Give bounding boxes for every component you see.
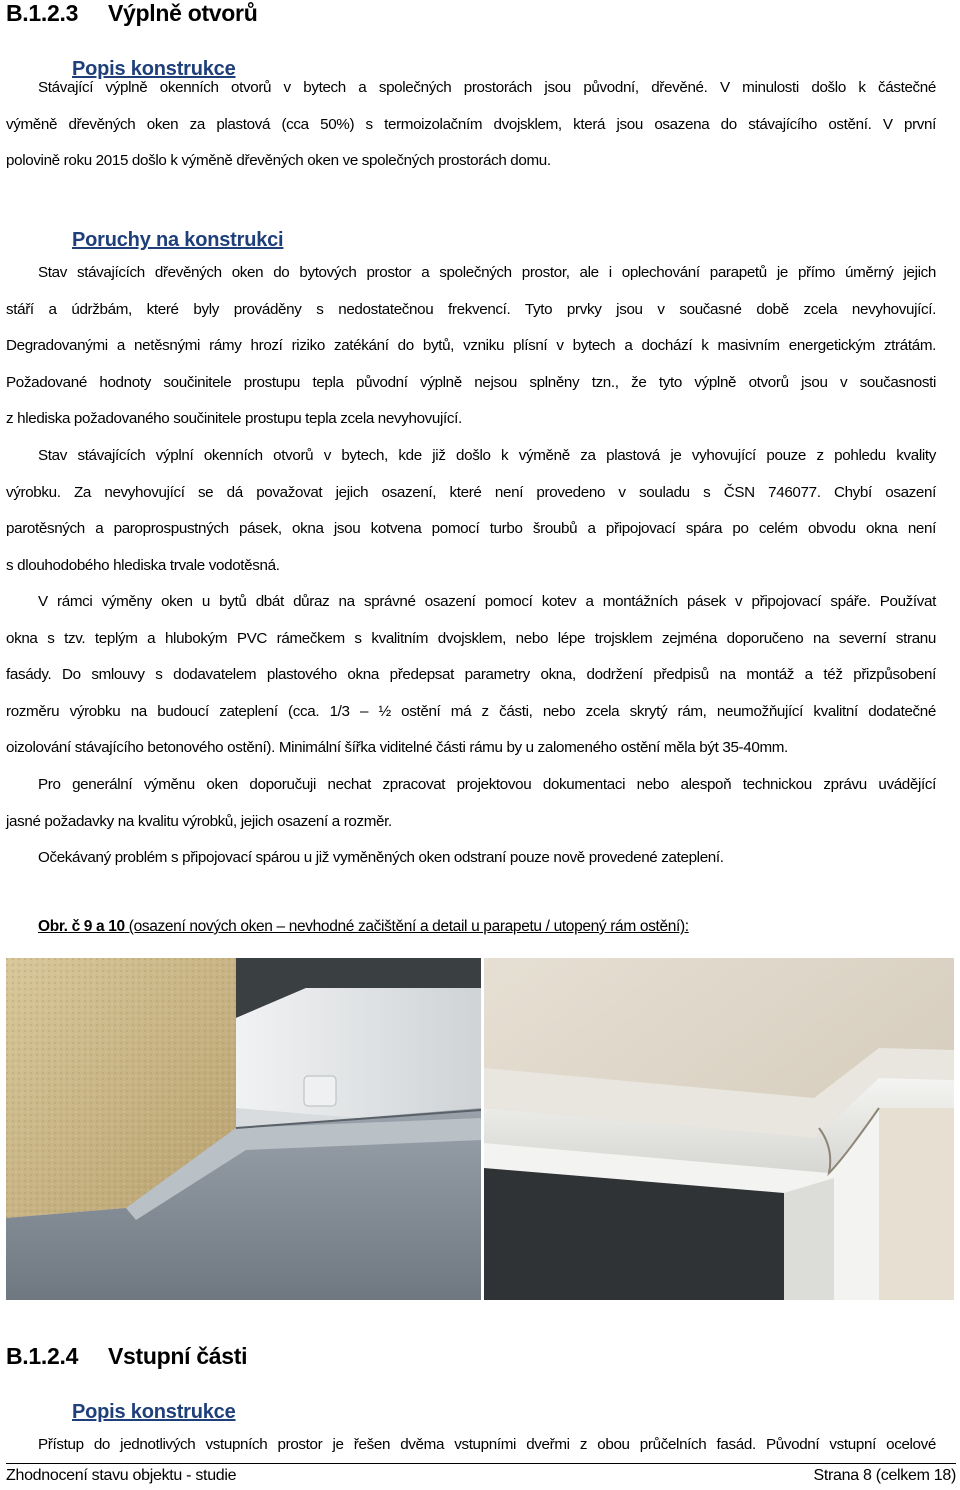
subheading-poruchy: Poruchy na konstrukci <box>72 229 284 251</box>
subheading-popis-konstrukce-2: Popis konstrukce <box>72 1401 236 1423</box>
text-line: Požadované hodnoty součinitele prostupu tepla původní výplně nejsou splněny tzn., že tyto výplně otvorů jsou v současnosti <box>6 373 936 391</box>
footer-document-title: Zhodnocení stavu objektu - studie <box>6 1467 237 1484</box>
photo-window-reveal <box>484 958 954 1300</box>
poruchy-paragraph-1 <box>6 255 936 438</box>
text-line: Stav stávajících dřevěných oken do bytových prostor a společných prostor, ale i oplechování parapetů je přímo úměrný jejich <box>38 264 936 281</box>
text-line: oizolování stávajícího betonového ostění). Minimální šířka viditelné části rámu by u zalomeného ostění měla být 35-40mm. <box>6 739 788 756</box>
figure-label-numbers: č 9 a 10 <box>67 918 125 935</box>
text-line: s dlouhodobého hlediska trvale vodotěsná. <box>6 556 280 574</box>
figure-label-text: (osazení nových oken – nevhodné začištění a detail u parapetu / utopený rám ostění): <box>124 918 689 935</box>
figure-caption <box>38 918 689 936</box>
text-line: Očekávaný problém s připojovací spárou u již vyměněných oken odstraní pouze nově provedené zateplení. <box>38 849 724 866</box>
text-line: Stávající výplně okenních otvorů v bytech a společných prostorách jsou původní, dřevěné. V minulosti došlo k částečné <box>38 79 936 96</box>
text-line: Přístup do jednotlivých vstupních prostor je řešen dvěma vstupními dveřmi z obou průčelních fasád. Původní vstupní ocelové <box>38 1436 936 1453</box>
popis2-paragraph <box>6 1427 936 1464</box>
photo-window-reveal-image <box>484 958 954 1300</box>
section-number: B.1.2.3 <box>6 0 79 26</box>
poruchy-paragraph-3 <box>6 584 936 767</box>
poruchy-paragraph-5 <box>6 840 936 877</box>
text-line: výrobku. Za nevyhovující se dá považovat jejich osazení, které není provedeno v souladu s ČSN 746077. Chybí osazení <box>6 483 936 501</box>
poruchy-paragraph-2 <box>6 438 936 584</box>
section-heading-vstupni <box>6 1343 247 1370</box>
text-line: V rámci výměny oken u bytů dbát důraz na správné osazení pomocí kotev a montážních pásek v připojovací spáře. Používat <box>38 593 936 610</box>
subheading-popis-konstrukce: Popis konstrukce <box>72 58 236 80</box>
section-title: Výplně otvorů <box>108 0 258 26</box>
text-line: Degradovanými a netěsnými rámy hrozí riziko zatékání do bytů, vzniku plísní v bytech a dochází k masivním energetickým ztrátám. <box>6 337 936 354</box>
text-line: parotěsných a paroprospustných pásek, okna jsou kotvena pomocí turbo šroubů a připojovací spára po celém obvodu okna není <box>6 520 936 537</box>
text-line: Stav stávajících výplní okenních otvorů v bytech, kde již došlo k výměně za plastová je vyhovující pouze z pohledu kvality <box>38 447 936 464</box>
text-line: z hlediska požadovaného součinitele prostupu tepla zcela nevyhovující. <box>6 410 462 427</box>
text-line: okna s tzv. teplým a hlubokým PVC rámečkem s kvalitním dvojsklem, nebo lépe trojsklem zejména doporučeno na severní stranu <box>6 629 936 647</box>
footer-divider <box>6 1463 956 1464</box>
photo-window-sill <box>6 958 481 1300</box>
text-line: výměně dřevěných oken za plastová (cca 50%) s termoizolačním dvojsklem, která jsou osazena do stávajícího ostění. V první <box>6 115 936 133</box>
section-number: B.1.2.4 <box>6 1343 79 1369</box>
figure-label-prefix: Obr. <box>38 918 68 935</box>
poruchy-paragraph-4 <box>6 767 936 840</box>
photo-window-sill-image <box>6 958 481 1300</box>
section-title: Vstupní části <box>108 1343 248 1369</box>
section-heading-vyplne <box>6 0 257 27</box>
popis-paragraph <box>6 70 936 180</box>
text-line: stáří a údržbám, které byly prováděny s nedostatečnou frekvencí. Tyto prvky jsou v současné době zcela nevyhovující. <box>6 300 936 318</box>
footer-page-number: Strana 8 (celkem 18) <box>813 1467 956 1484</box>
text-line: jasné požadavky na kvalitu výrobků, jejich osazení a rozměr. <box>6 812 392 830</box>
text-line: fasády. Do smlouvy s dodavatelem plastového okna předepsat parametry okna, dodržení předpisů na montáž a též přizpůsobení <box>6 666 936 683</box>
text-line: rozměru výrobku na budoucí zateplení (cca. 1/3 – ½ ostění má z části, nebo zcela skrytý rám, neumožňující kvalitní dodatečné <box>6 702 936 720</box>
text-line: Pro generální výměnu oken doporučuji nechat zpracovat projektovou dokumentaci nebo alespoň technickou zprávu uvádějící <box>38 776 936 793</box>
text-line: polovině roku 2015 došlo k výměně dřevěných oken ve společných prostorách domu. <box>6 152 551 169</box>
